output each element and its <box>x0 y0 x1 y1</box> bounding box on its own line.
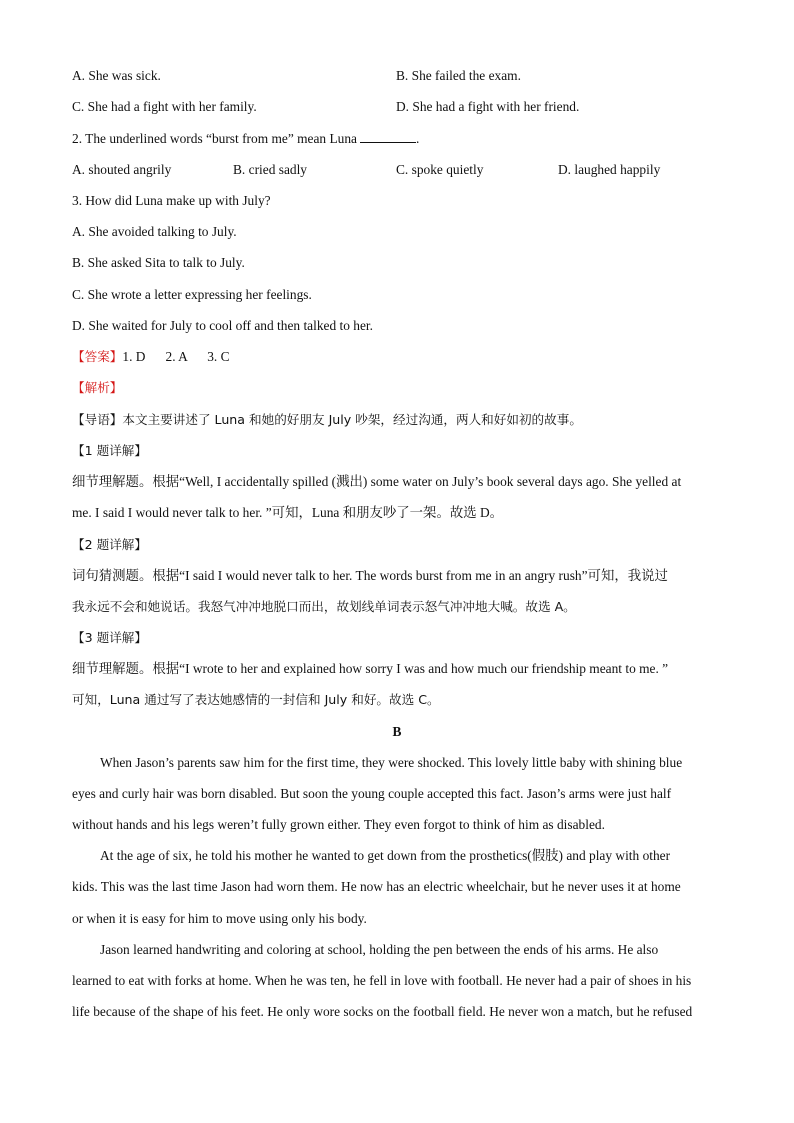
q2-stem <box>72 130 419 148</box>
q2-option-a: A. shouted angrily <box>72 162 172 177</box>
q3-stem: 3. How did Luna make up with July? <box>72 193 271 208</box>
guide-text: 本文主要讲述了 Luna 和她的好朋友 July 吵架，经过沟通，两人和好如初的故事。 <box>122 412 582 427</box>
q1-option-d: D. She had a fight with her friend. <box>396 99 580 114</box>
guide-label: 【导语】 <box>72 412 123 427</box>
detail3-label: 【3 题详解】 <box>72 630 147 645</box>
section-heading: B <box>392 724 402 739</box>
q3-option-d: D. She waited for July to cool off and then talked to her. <box>72 318 373 333</box>
q3-option-a: A. She avoided talking to July. <box>72 224 237 239</box>
detail1-line2: me. I said I would never talk to her. ”可知，Luna 和朋友吵了一架。故选 D。 <box>72 505 504 520</box>
passage-p2-line3: or when it is easy for him to move using only his body. <box>72 911 367 926</box>
q1-option-b: B. She failed the exam. <box>396 68 521 83</box>
q3-option-b: B. She asked Sita to talk to July. <box>72 255 245 270</box>
detail1-line1: 细节理解题。根据“Well, I accidentally spilled (溅出) some water on July’s book several days ago. She yelled at <box>72 474 682 489</box>
q2-stem-end: . <box>415 131 420 146</box>
detail2-label: 【2 题详解】 <box>72 537 147 552</box>
q2-option-c: C. spoke quietly <box>396 162 484 177</box>
q1-option-a: A. She was sick. <box>72 68 161 83</box>
q3-option-c: C. She wrote a letter expressing her feelings. <box>72 287 312 302</box>
passage-p3-line2: learned to eat with forks at home. When he was ten, he fell in love with football. He never had a pair of shoes in his <box>72 973 692 988</box>
detail3-line2: 可知，Luna 通过写了表达她感情的一封信和 July 和好。故选 C。 <box>72 692 440 707</box>
answer-blank <box>360 130 416 143</box>
answer-label: 【答案】 <box>72 349 123 364</box>
passage-p2-line2: kids. This was the last time Jason had worn them. He now has an electric wheelchair, but he never uses it at home <box>72 879 681 894</box>
q2-option-d: D. laughed happily <box>558 162 661 177</box>
answer-values: 1. D 2. A 3. C <box>122 349 230 364</box>
guide-line <box>72 411 582 429</box>
passage-p3-line3: life because of the shape of his feet. He only wore socks on the football field. He never won a match, but he refused <box>72 1004 693 1019</box>
q2-stem-text: 2. The underlined words “burst from me” mean Luna <box>72 131 357 146</box>
passage-p2-line1: At the age of six, he told his mother he wanted to get down from the prosthetics(假肢) and play with other <box>100 848 671 863</box>
passage-p1-line1: When Jason’s parents saw him for the first time, they were shocked. This lovely little baby with shining blue <box>100 755 683 770</box>
answer-line <box>72 348 230 366</box>
passage-p3-line1: Jason learned handwriting and coloring at school, holding the pen between the ends of his arms. He also <box>100 942 659 957</box>
q2-option-b: B. cried sadly <box>233 162 308 177</box>
detail1-label: 【1 题详解】 <box>72 443 147 458</box>
analysis-label: 【解析】 <box>72 380 123 395</box>
passage-p1-line3: without hands and his legs weren’t fully grown either. They even forgot to think of him as disabled. <box>72 817 605 832</box>
detail2-line2: 我永远不会和她说话。我怒气冲冲地脱口而出，故划线单词表示怒气冲冲地大喊。故选 A。 <box>72 599 576 614</box>
detail3-line1: 细节理解题。根据“I wrote to her and explained how sorry I was and how much our friendship meant to me. ” <box>72 661 669 676</box>
passage-p1-line2: eyes and curly hair was born disabled. But soon the young couple accepted this fact. Jason’s arms were just half <box>72 786 672 801</box>
q1-option-c: C. She had a fight with her family. <box>72 99 257 114</box>
detail2-line1: 词句猜测题。根据“I said I would never talk to her. The words burst from me in an angry rush”可知，我说过 <box>72 568 668 583</box>
